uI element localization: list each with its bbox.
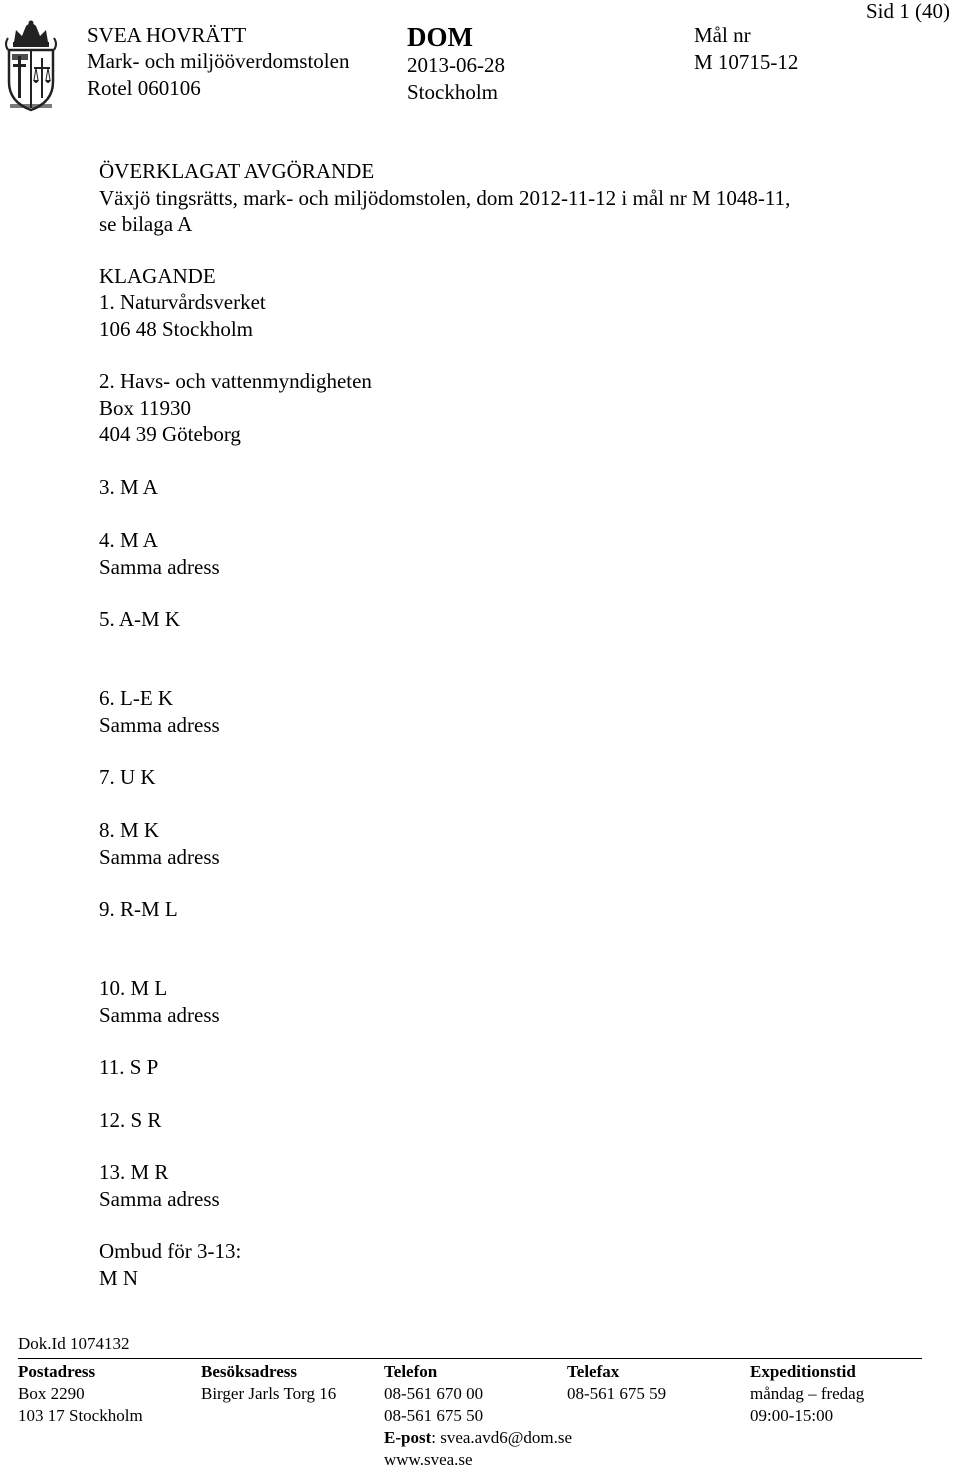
- appellant-1: [99, 289, 266, 342]
- appealed-heading: ÖVERKLAGAT AVGÖRANDE: [99, 159, 375, 183]
- footer-value: 08-561 675 50: [384, 1406, 484, 1425]
- footer-value: 103 17 Stockholm: [18, 1406, 143, 1425]
- appellant-address: Samma adress: [99, 554, 220, 579]
- document-date: 2013-06-28: [407, 53, 505, 77]
- appellant-address: Box 11930: [99, 395, 191, 420]
- case-label: Mål nr: [694, 23, 751, 47]
- appellant-address: 106 48 Stockholm: [99, 316, 254, 341]
- footer-value: 08-561 675 59: [567, 1384, 667, 1403]
- footer-heading: Telefon: [384, 1362, 438, 1381]
- appellant-address: Samma adress: [99, 712, 220, 737]
- appellant-10: [99, 975, 220, 1028]
- footer-value: måndag – fredag: [750, 1384, 865, 1403]
- footer-value: 09:00-15:00: [750, 1406, 834, 1425]
- footer-heading: Telefax: [567, 1362, 620, 1381]
- footer-value: Birger Jarls Torg 16: [201, 1384, 337, 1403]
- appellant-12: [99, 1107, 161, 1134]
- appellant-5: [99, 606, 180, 633]
- appellant-address: Samma adress: [99, 844, 220, 869]
- appellant-name: 13. M R: [99, 1160, 169, 1184]
- footer-postal-column: [18, 1361, 143, 1427]
- appellant-name: 7. U K: [99, 765, 156, 789]
- appealed-line-1: Växjö tingsrätts, mark- och miljödomstolen, dom 2012-11-12 i mål nr M 1048-11,: [99, 185, 791, 210]
- footer-fax-column: [567, 1361, 666, 1405]
- email-address: : svea.avd6@dom.se: [431, 1428, 572, 1447]
- court-division: Mark- och miljööverdomstolen: [87, 49, 350, 73]
- document-city: Stockholm: [407, 80, 499, 104]
- footer-heading: Besöksadress: [201, 1362, 298, 1381]
- appellant-address: Samma adress: [99, 1186, 220, 1211]
- appellant-13: [99, 1159, 220, 1212]
- case-number: M 10715-12: [694, 50, 799, 74]
- appealed-line-2: se bilaga A: [99, 212, 193, 236]
- appealed-decision-section: [99, 158, 939, 238]
- footer-hours-column: [750, 1361, 864, 1427]
- court-name: SVEA HOVRÄTT: [87, 23, 247, 47]
- appellant-address: 404 39 Göteborg: [99, 422, 241, 446]
- footer-divider: [18, 1358, 922, 1359]
- appellant-9: [99, 896, 178, 923]
- footer-visit-column: [201, 1361, 336, 1405]
- footer-heading: Postadress: [18, 1362, 96, 1381]
- email-label: E-post: [384, 1428, 432, 1447]
- appellant-name: 3. M A: [99, 475, 158, 499]
- counsel-block: [99, 1238, 241, 1291]
- counsel-label: Ombud för 3-13:: [99, 1239, 242, 1263]
- appellant-2: [99, 368, 372, 448]
- appellant-11: [99, 1054, 158, 1081]
- appellant-name: 10. M L: [99, 976, 168, 1000]
- appellant-name: 1. Naturvårdsverket: [99, 290, 266, 314]
- rotel-number: Rotel 060106: [87, 76, 201, 100]
- footer-heading: Expeditionstid: [750, 1362, 856, 1381]
- footer-phone-column: [384, 1361, 572, 1471]
- document-type: DOM: [407, 22, 473, 52]
- page-info: Sid 1 (40): [866, 0, 950, 23]
- appellant-name: 6. L-E K: [99, 686, 174, 710]
- footer-value: 08-561 670 00: [384, 1384, 484, 1403]
- appellant-name: 8. M K: [99, 818, 160, 842]
- appellant-name: 9. R-M L: [99, 897, 178, 921]
- appellant-name: 5. A-M K: [99, 607, 181, 631]
- appellant-name: 12. S R: [99, 1108, 162, 1132]
- appellant-4: [99, 527, 220, 580]
- coat-of-arms-logo: [2, 20, 60, 112]
- appellant-7: [99, 764, 156, 791]
- footer-website[interactable]: www.svea.se: [384, 1450, 473, 1469]
- document-id: Dok.Id 1074132: [18, 1334, 130, 1353]
- appellant-6: [99, 685, 220, 738]
- appellant-3: [99, 474, 158, 501]
- appellants-heading: KLAGANDE: [99, 264, 216, 288]
- footer-value: Box 2290: [18, 1384, 85, 1403]
- counsel-name: M N: [99, 1265, 139, 1290]
- appellant-name: 2. Havs- och vattenmyndigheten: [99, 369, 372, 393]
- footer-email[interactable]: [384, 1427, 572, 1449]
- appellant-name: 4. M A: [99, 528, 158, 552]
- appellant-address: Samma adress: [99, 1002, 220, 1027]
- appellant-name: 11. S P: [99, 1055, 159, 1079]
- appellant-8: [99, 817, 220, 870]
